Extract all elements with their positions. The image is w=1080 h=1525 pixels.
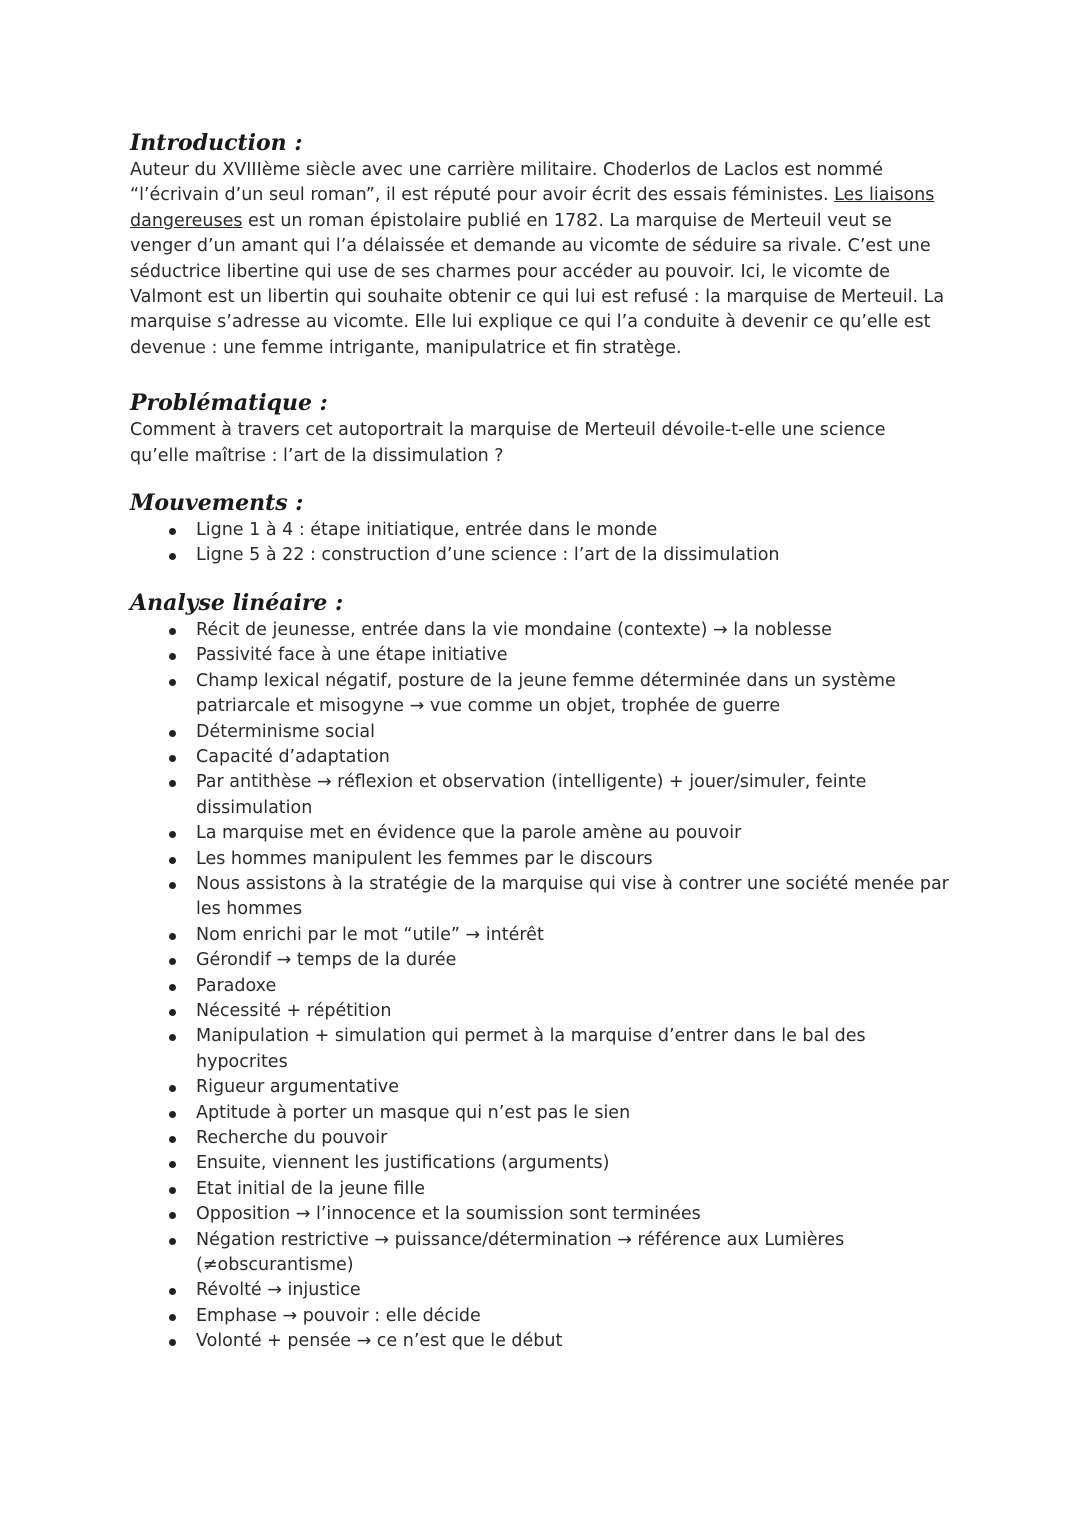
list-item: Volonté + pensée → ce n’est que le début: [130, 1329, 950, 1354]
list-item: Les hommes manipulent les femmes par le discours: [130, 847, 950, 872]
list-item: Nécessité + répétition: [130, 999, 950, 1024]
list-item: Par antithèse → réflexion et observation (intelligente) + jouer/simuler, feinte dissimulation: [130, 770, 950, 821]
intro-heading: Introduction :: [130, 130, 303, 156]
mouvements-heading: Mouvements :: [130, 490, 304, 517]
intro-text-end: est un roman épistolaire publié en 1782. La marquise de Merteuil veut se venger d’un amant qui l’a délaissée et demande au vicomte de séduire sa rivale. C’est une séductrice libertine qui use de ses charmes pour accéder au pouvoir. Ici, le vicomte de Valmont est un libertin qui souhaite obtenir ce qui lui est refusé : la marquise de Merteuil. La marquise s’adresse au vicomte. Elle lui explique ce qui l’a conduite à devenir ce qu’elle est devenue : une femme intrigante, manipulatrice et fin stratège.: [130, 210, 945, 358]
document-page: [130, 128, 950, 1355]
list-item: Ligne 5 à 22 : construction d’une science : l’art de la dissimulation: [130, 543, 950, 568]
list-item: Ensuite, viennent les justifications (arguments): [130, 1151, 950, 1176]
list-item: Emphase → pouvoir : elle décide: [130, 1304, 950, 1329]
book-title: Les liaisons dangereuses: [130, 185, 935, 231]
mouvements-list: [130, 518, 950, 569]
list-item: Négation restrictive → puissance/détermination → référence aux Lumières (≠obscurantisme): [130, 1228, 950, 1279]
list-item: Passivité face à une étape initiative: [130, 643, 950, 668]
analyse-list: [130, 618, 950, 1355]
list-item: Ligne 1 à 4 : étape initiatique, entrée dans le monde: [130, 518, 950, 543]
list-item: Nous assistons à la stratégie de la marquise qui vise à contrer une société menée par les hommes: [130, 872, 950, 923]
list-item: Champ lexical négatif, posture de la jeune femme déterminée dans un système patriarcale et misogyne → vue comme un objet, trophée de guerre: [130, 669, 950, 720]
list-item: Etat initial de la jeune fille: [130, 1177, 950, 1202]
analyse-heading: Analyse linéaire :: [130, 589, 344, 616]
list-item: Capacité d’adaptation: [130, 745, 950, 770]
list-item: Aptitude à porter un masque qui n’est pas le sien: [130, 1101, 950, 1126]
problematique-heading: Problématique :: [130, 390, 328, 417]
intro-paragraph: [130, 158, 950, 361]
list-item: Paradoxe: [130, 974, 950, 999]
list-item: Manipulation + simulation qui permet à la marquise d’entrer dans le bal des hypocrites: [130, 1024, 950, 1075]
list-item: Rigueur argumentative: [130, 1075, 950, 1100]
problematique-text: Comment à travers cet autoportrait la marquise de Merteuil dévoile-t-elle une science qu’elle maîtrise : l’art de la dissimulation ?: [130, 420, 886, 466]
list-item: Gérondif → temps de la durée: [130, 948, 950, 973]
list-item: Déterminisme social: [130, 720, 950, 745]
list-item: Opposition → l’innocence et la soumission sont terminées: [130, 1202, 950, 1227]
list-item: Récit de jeunesse, entrée dans la vie mondaine (contexte) → la noblesse: [130, 618, 950, 643]
list-item: Recherche du pouvoir: [130, 1126, 950, 1151]
list-item: La marquise met en évidence que la parole amène au pouvoir: [130, 821, 950, 846]
list-item: Révolté → injustice: [130, 1278, 950, 1303]
list-item: Nom enrichi par le mot “utile” → intérêt: [130, 923, 950, 948]
intro-text-start: Auteur du XVIIIème siècle avec une carrière militaire. Choderlos de Laclos est nommé “l’écrivain d’un seul roman”, il est réputé pour avoir écrit des essais féministes.: [130, 160, 884, 206]
